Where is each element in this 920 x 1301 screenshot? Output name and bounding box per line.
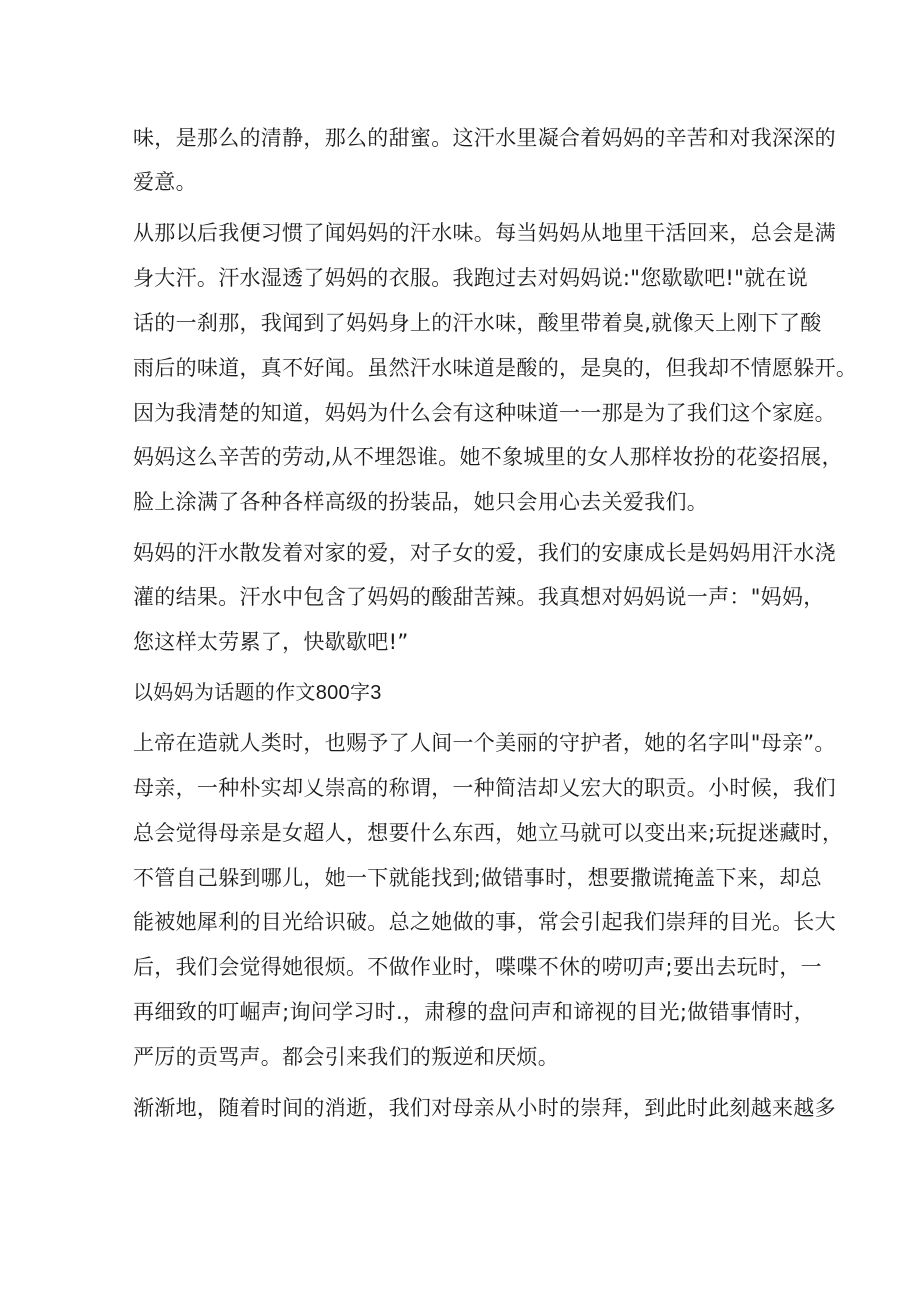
text-line: 爱意。: [133, 170, 197, 194]
text-line: 因为我清楚的知道，妈妈为什么会有这种味道一一那是为了我们这个家庭。: [133, 401, 836, 425]
text-line: 不管自己躲到哪儿，她一下就能找到;做错事时，想要撒谎掩盖下来，却总: [133, 866, 822, 890]
section-heading: 以妈妈为话题的作文800字3: [133, 682, 382, 704]
text-line: 脸上涂满了各种各样高级的扮装品，她只会用心去关爱我们。: [133, 490, 709, 514]
text-line: 从那以后我便习惯了闻妈妈的汗水味。每当妈妈从地里干活回来，总会是满: [133, 221, 836, 245]
text-line: 妈妈这么辛苦的劳动,从不埋怨谁。她不象城里的女人那样妆扮的花姿招展，: [133, 445, 843, 469]
text-line: 母亲，一种朴实却乂崇高的称谓，一种简洁却乂宏大的职贡。小时候，我们: [133, 776, 836, 800]
text-line: 您这样太劳累了，快歇歇吧!”: [133, 630, 409, 654]
text-line: 后，我们会觉得她很烦。不做作业时，喋喋不休的唠叨声;要出去玩时，一: [133, 955, 822, 979]
text-line: 妈妈的汗水散发着对家的爱，对子女的爱，我们的安康成长是妈妈用汗水浇: [133, 541, 836, 565]
text-line: 总会觉得母亲是女超人，想要什么东西，她立马就可以变出来;玩捉迷藏时，: [133, 821, 844, 845]
text-line: 严厉的贡骂声。都会引来我们的叛逆和厌烦。: [133, 1045, 559, 1069]
text-line: 身大汗。汗水湿透了妈妈的衣服。我跑过去对妈妈说:"您歇歇吧!"就在说: [133, 266, 809, 290]
text-line: 灌的结果。汗水中包含了妈妈的酸甜苦辣。我真想对妈妈说一声："妈妈，: [133, 585, 825, 609]
text-line: 味，是那么的清静，那么的甜蜜。这汗水里凝合着妈妈的辛苦和对我深深的: [133, 126, 836, 150]
text-line: 能被她犀利的目光给识破。总之她做的事，常会引起我们崇拜的目光。长大: [133, 910, 836, 934]
text-line: 雨后的味道，真不好闻。虽然汗水味道是酸的，是臭的，但我却不情愿躲开。: [133, 356, 858, 380]
text-line: 上帝在造就人类时，也赐予了人间一个美丽的守护者，她的名字叫"母亲”。: [133, 731, 836, 755]
text-line: 话的一刹那，我闻到了妈妈身上的汗水味，酸里带着臭,就像天上刚下了酸: [133, 311, 822, 335]
text-line: 再细致的叮崛声;询问学习时.，肃穆的盘问声和谛视的目光;做错事情时，: [133, 1000, 816, 1024]
text-line: 渐渐地，随着时间的消逝，我们对母亲从小时的崇拜，到此时此刻越来越多: [133, 1096, 836, 1120]
